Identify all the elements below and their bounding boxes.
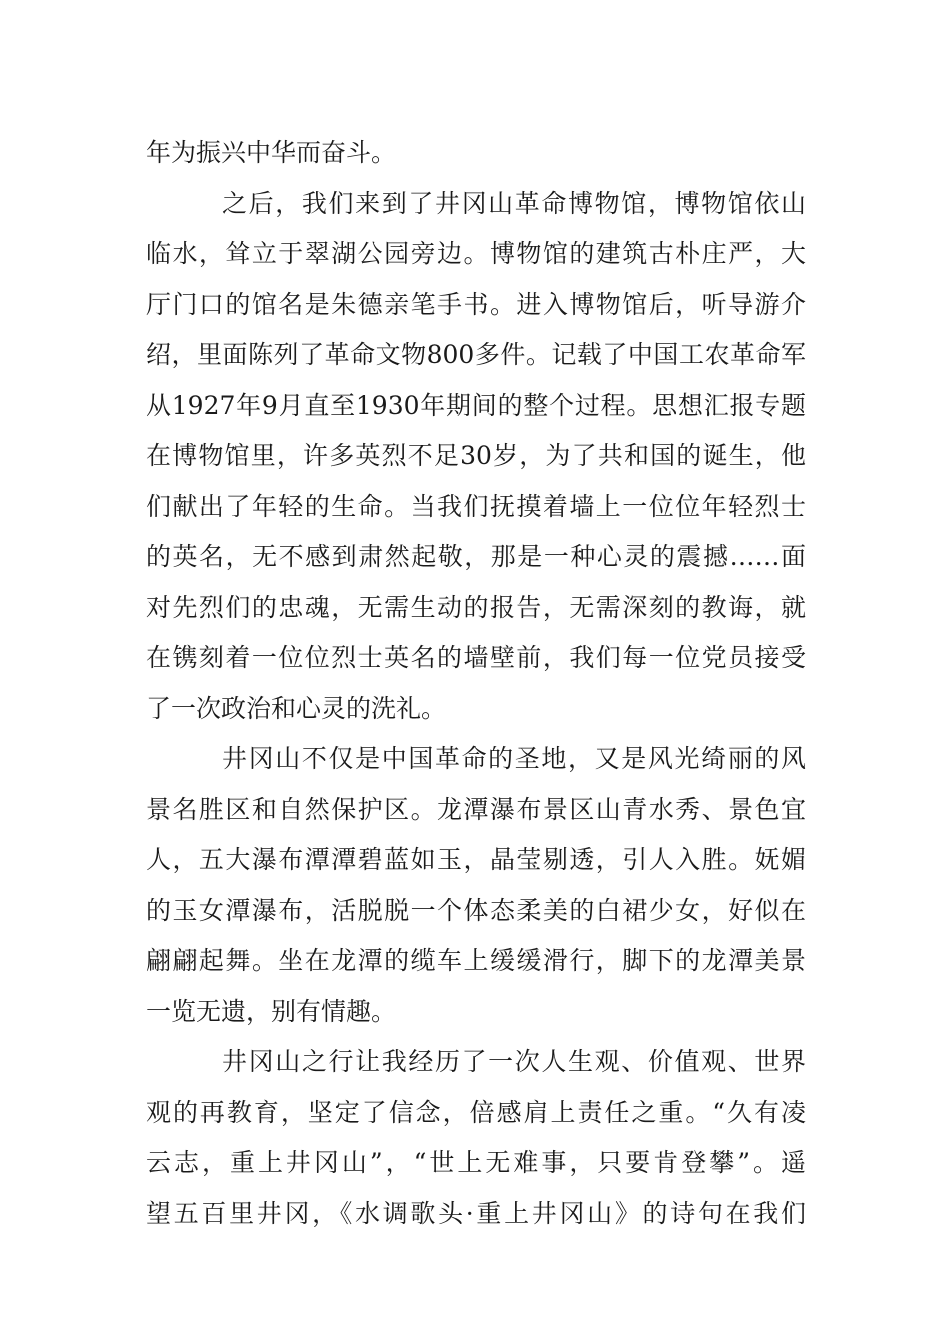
text-line: 们献出了年轻的生命。当我们抚摸着墙上一位位年轻烈士 bbox=[146, 491, 806, 521]
text-line: 年为振兴中华而奋斗。 bbox=[146, 138, 397, 167]
text-line: 的玉女潭瀑布，活脱脱一个体态柔美的白裙少女，好似在 bbox=[146, 895, 806, 925]
text-line: 人，五大瀑布潭潭碧蓝如玉，晶莹剔透，引人入胜。妩媚 bbox=[146, 845, 806, 874]
text-line: 井冈山不仅是中国革命的圣地，又是风光绮丽的风 bbox=[222, 744, 806, 773]
text-line: 井冈山之行让我经历了一次人生观、价值观、世界 bbox=[222, 1047, 806, 1076]
text-line: 在镌刻着一位位烈士英名的墙壁前，我们每一位党员接受 bbox=[146, 643, 806, 672]
text-line: 从1927年9月直至1930年期间的整个过程。思想汇报专题 bbox=[146, 390, 806, 420]
text-line: 的英名，无不感到肃然起敬，那是一种心灵的震撼……面 bbox=[146, 542, 806, 571]
text-line: 厅门口的馆名是朱德亲笔手书。进入博物馆后，听导游介 bbox=[146, 289, 806, 319]
text-line: 观的再教育，坚定了信念，倍感肩上责任之重。“久有凌 bbox=[146, 1097, 806, 1127]
text-line: 翩翩起舞。坐在龙潭的缆车上缓缓滑行，脚下的龙潭美景 bbox=[146, 946, 806, 975]
text-line: 望五百里井冈，《水调歌头·重上井冈山》的诗句在我们 bbox=[146, 1198, 806, 1228]
text-line: 绍，里面陈列了革命文物800多件。记载了中国工农革命军 bbox=[146, 340, 806, 369]
text-line: 了一次政治和心灵的洗礼。 bbox=[146, 693, 447, 723]
text-line: 云志，重上井冈山”，“世上无难事，只要肯登攀”。遥 bbox=[146, 1148, 806, 1177]
document-body bbox=[146, 128, 806, 1239]
text-line: 在博物馆里，许多英烈不足30岁，为了共和国的诞生，他 bbox=[146, 441, 806, 470]
text-line: 之后，我们来到了井冈山革命博物馆，博物馆依山 bbox=[222, 188, 806, 218]
text-line: 景名胜区和自然保护区。龙潭瀑布景区山青水秀、景色宜 bbox=[146, 794, 806, 824]
text-line: 一览无遗，别有情趣。 bbox=[146, 996, 397, 1026]
text-line: 临水，耸立于翠湖公园旁边。博物馆的建筑古朴庄严，大 bbox=[146, 239, 806, 268]
text-line: 对先烈们的忠魂，无需生动的报告，无需深刻的教诲，就 bbox=[146, 592, 806, 622]
